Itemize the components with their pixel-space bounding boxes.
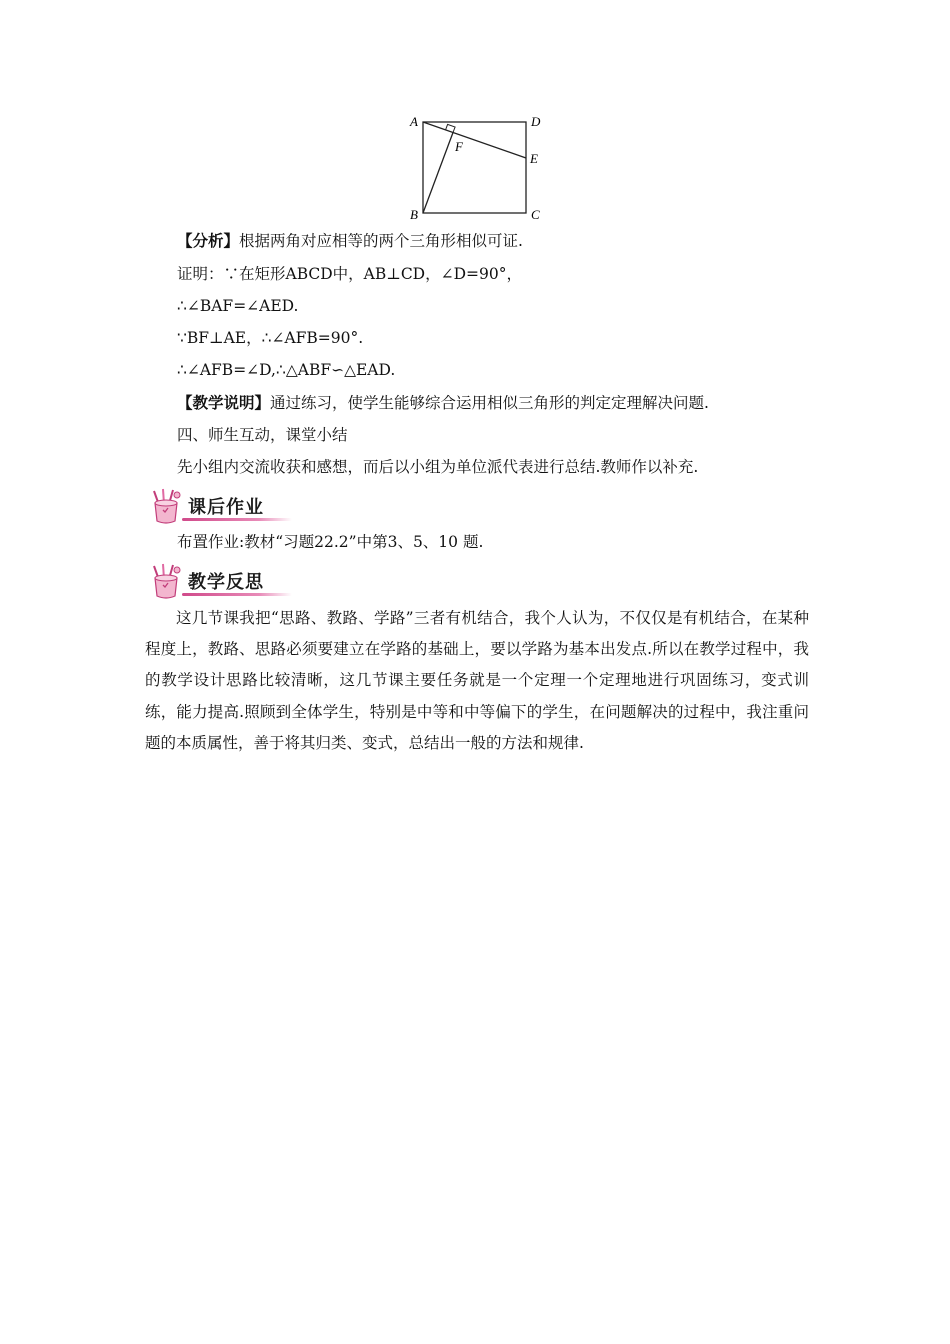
label-c: C <box>531 207 540 222</box>
homework-text: 布置作业:教材“习题22.2”中第3、5、10 题. <box>177 533 484 551</box>
teaching-note-text: 通过练习，使学生能够综合运用相似三角形的判定定理解决问题. <box>270 394 709 412</box>
reflection-heading <box>146 562 296 602</box>
geometry-figure <box>405 108 555 226</box>
teaching-note-line <box>177 393 709 413</box>
proof-line-3: ∵BF⊥AE，∴∠AFB=90°. <box>177 329 364 347</box>
proof-line-1: 证明：∵在矩形ABCD中，AB⊥CD，∠D=90°， <box>177 265 522 283</box>
section-four-heading: 四、师生互动，课堂小结 <box>177 426 348 444</box>
segment-ae <box>423 122 526 158</box>
pencil-cup-icon <box>146 562 186 602</box>
proof-line-2: ∴∠BAF=∠AED. <box>177 297 299 315</box>
rectangle-abcd <box>423 122 526 213</box>
analysis-label: 【分析】 <box>177 231 240 250</box>
homework-heading <box>146 487 296 527</box>
heading-underline <box>182 518 292 521</box>
rectangle-diagram <box>405 108 555 226</box>
reflection-paragraph: 这几节课我把“思路、教路、学路”三者有机结合，我个人认为，不仅仅是有机结合，在某种程度上，教路、思路必须要建立在学路的基础上，要以学路为基本出发点.所以在教学过程中，我的教学设计思路比较清晰，这几节课主要任务就是一个定理一个定理地进行巩固练习，变式训练，能力提高.照顾到全体学生，特别是中等和中等偏下的学生，在问题解决的过程中，我注重问题的本质属性，善于将其归类、变式，总结出一般的方法和规律. <box>145 609 809 752</box>
proof-line-4: ∴∠AFB=∠D,∴△ABF∽△EAD. <box>177 361 396 379</box>
teaching-note-label: 【教学说明】 <box>177 393 271 412</box>
label-a: A <box>410 114 418 129</box>
analysis-text: 根据两角对应相等的两个三角形相似可证. <box>239 232 523 250</box>
pencil-cup-icon <box>146 487 186 527</box>
label-e: E <box>530 151 538 166</box>
summary-text: 先小组内交流收获和感想，而后以小组为单位派代表进行总结.教师作以补充. <box>177 458 699 476</box>
reflection-heading-text: 教学反思 <box>188 572 264 593</box>
label-f: F <box>455 139 463 154</box>
segment-bf <box>423 133 453 214</box>
homework-heading-text: 课后作业 <box>188 497 264 518</box>
analysis-line <box>177 231 523 251</box>
label-d: D <box>531 114 541 129</box>
label-b: B <box>410 207 418 222</box>
heading-underline <box>182 593 292 596</box>
